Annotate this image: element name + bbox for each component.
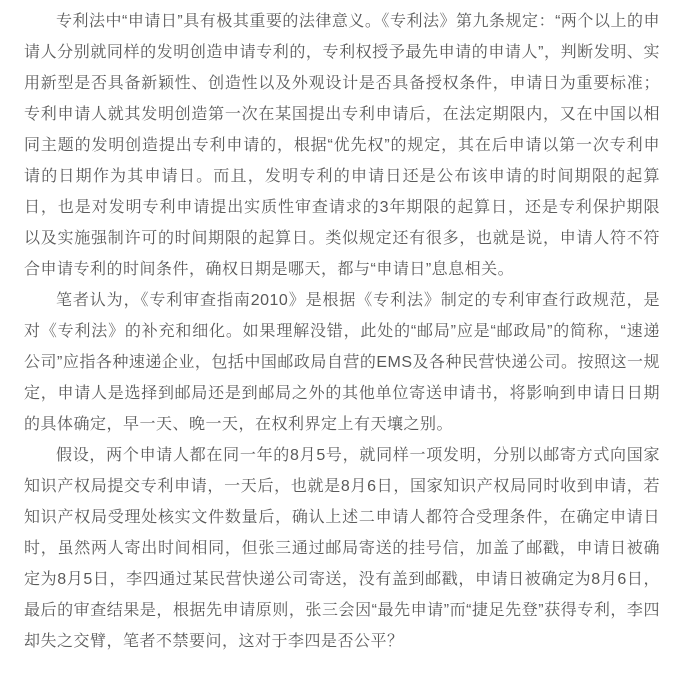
paragraph-1: 专利法中“申请日”具有极其重要的法律意义。《专利法》第九条规定：“两个以上的申请人分别就同样的发明创造申请专利的，专利权授予最先申请的申请人”，判断发明、实用新型是否具备新颖性、创造性以及外观设计是否具备授权条件，申请日为重要标准；专利申请人就其发明创造第一次在某国提出专利申请后，在法定期限内，又在中国以相同主题的发明创造提出专利申请的，根据“优先权”的规定，其在后申请以第一次专利申请的日期作为其申请日。而且，发明专利的申请日还是公布该申请的时间期限的起算日，也是对发明专利申请提出实质性审查请求的3年期限的起算日，还是专利保护期限以及实施强制许可的时间期限的起算日。类似规定还有很多，也就是说，申请人符不符合申请专利的时间条件，确权日期是哪天，都与“申请日”息息相关。 — [24, 13, 660, 278]
paragraph-2: 笔者认为，《专利审查指南2010》是根据《专利法》制定的专利审查行政规范，是对《专利法》的补充和细化。如果理解没错，此处的“邮局”应是“邮政局”的简称，“速递公司”应指各种速递企业，包括中国邮政局自营的EMS及各种民营快递公司。按照这一规定，申请人是选择到邮局还是到邮局之外的其他单位寄送申请书，将影响到申请日日期的具体确定，早一天、晚一天，在权利界定上有天壤之别。 — [24, 292, 661, 433]
paragraph-3: 假设，两个申请人都在同一年的8月5号，就同样一项发明，分别以邮寄方式向国家知识产权局提交专利申请，一天后，也就是8月6日，国家知识产权局同时收到申请，若知识产权局受理处核实文件数量后，确认上述二申请人都符合受理条件，在确定申请日时，虽然两人寄出时间相同，但张三通过邮局寄送的挂号信，加盖了邮戳，申请日被确定为8月5日，李四通过某民营快递公司寄送，没有盖到邮戳，申请日被确定为8月6日，最后的审查结果是，根据先申请原则，张三会因“最先申请”而“捷足先登”获得专利，李四却失之交臂，笔者不禁要问，这对于李四是否公平？ — [24, 447, 660, 650]
